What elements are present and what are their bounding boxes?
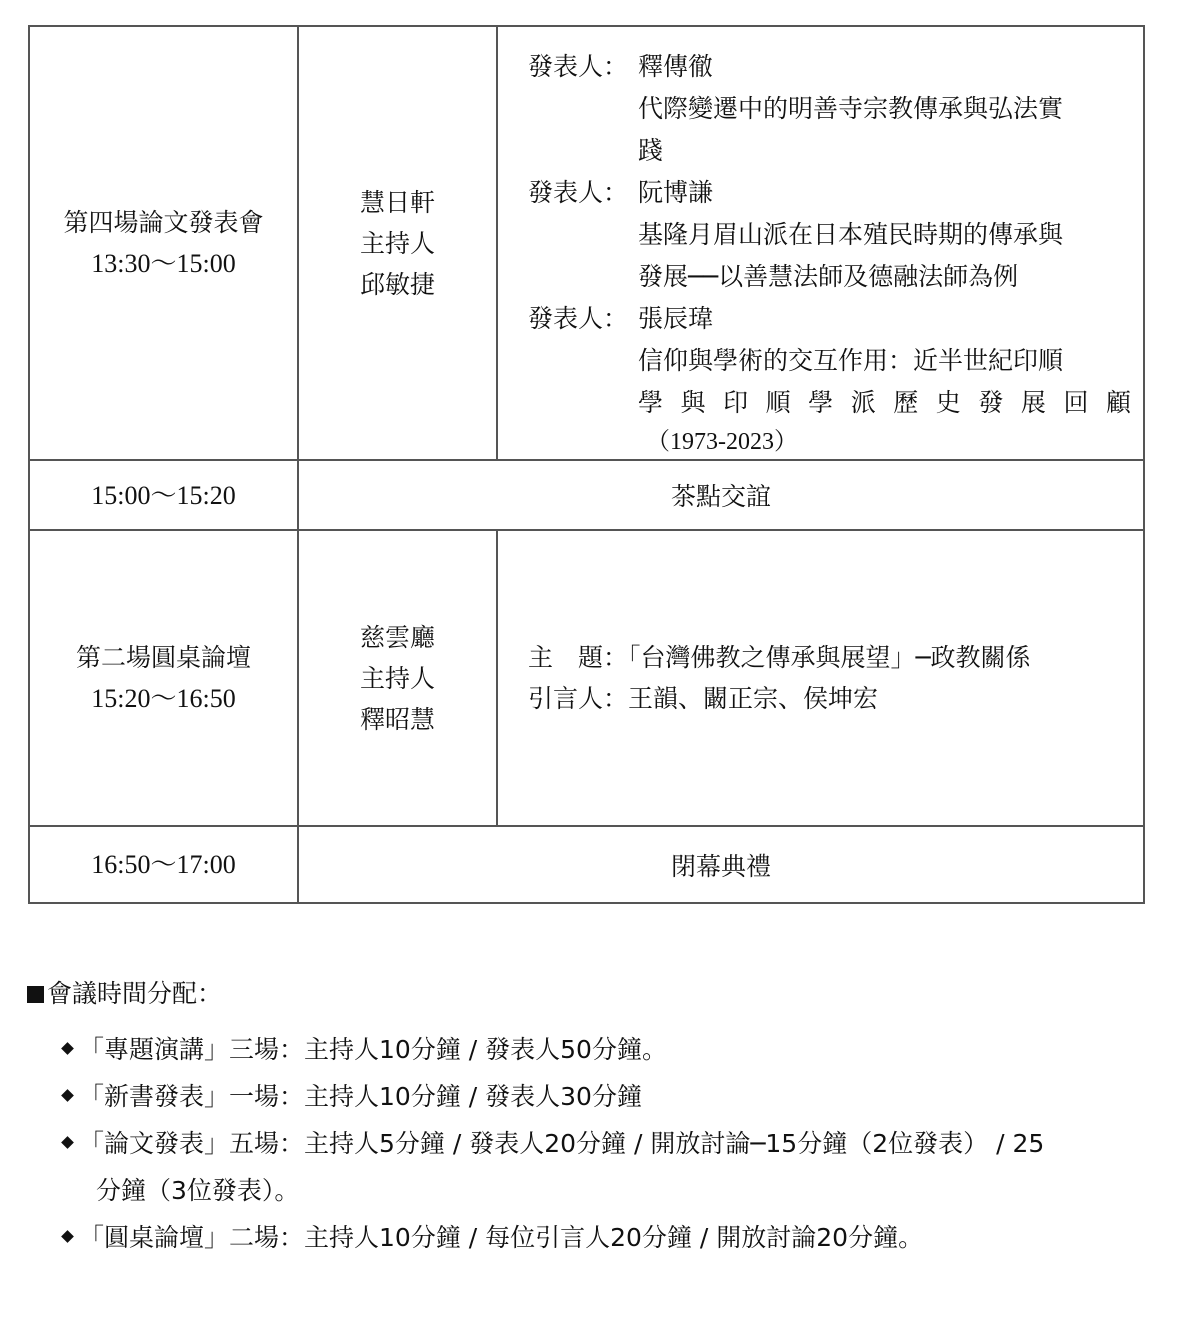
- closing-label: 閉幕典禮: [298, 826, 1144, 903]
- list-item: [27, 1073, 1157, 1120]
- paper-title-cont: 學與印順學派歷史發展回顧: [638, 388, 1131, 417]
- break-time: 15:00～15:20: [91, 480, 236, 510]
- paper-title: 基隆月眉山派在日本殖民時期的傳承與: [638, 220, 1064, 249]
- list-item: [27, 1120, 1157, 1214]
- session-cell: [29, 26, 298, 460]
- presenter-label: 發表人：: [528, 178, 629, 207]
- venue: 慈雲廳: [359, 622, 435, 652]
- table-row: [29, 530, 1144, 826]
- time-allocation-notes: [27, 974, 1157, 1261]
- presentations-cell: [497, 26, 1144, 460]
- list-item: [27, 1214, 1157, 1261]
- notes-heading-row: [27, 974, 1157, 1014]
- presentation-item: [528, 172, 1131, 298]
- host-name: 邱敏捷: [359, 269, 435, 299]
- paper-title-years: （1973-2023）: [646, 429, 798, 455]
- note-text: 「論文發表」五場：主持人5分鐘 / 發表人20分鐘 / 開放討論─15分鐘（2位發表） / 25: [79, 1129, 1045, 1158]
- presenter-name: 張辰瑋: [638, 304, 714, 333]
- host-label: 主持人: [359, 663, 435, 693]
- paper-title-cont: 發展──以善慧法師及德融法師為例: [638, 262, 1019, 291]
- closing-time-cell: [29, 826, 298, 903]
- session-time: 13:30～15:00: [91, 249, 236, 278]
- presenter-label: 發表人：: [528, 304, 629, 333]
- closing-time: 16:50～17:00: [91, 850, 236, 879]
- presentation-item: [528, 46, 1131, 172]
- paper-title: 代際變遷中的明善寺宗教傳承與弘法實: [638, 94, 1064, 123]
- break-time-cell: [29, 460, 298, 530]
- note-text: 「圓桌論壇」二場：主持人10分鐘 / 每位引言人20分鐘 / 開放討論20分鐘。: [79, 1223, 924, 1252]
- presentation-item: [528, 298, 1131, 459]
- notes-heading: 會議時間分配：: [47, 979, 223, 1008]
- diamond-bullet-icon: [61, 1230, 74, 1243]
- list-item: [27, 1026, 1157, 1073]
- square-bullet-icon: [27, 986, 44, 1003]
- note-text: 「新書發表」一場：主持人10分鐘 / 發表人30分鐘: [79, 1082, 642, 1111]
- venue: 慧日軒: [359, 187, 435, 217]
- session-time: 15:20～16:50: [91, 684, 236, 713]
- roundtable-cell: [497, 530, 1144, 826]
- table-row: [29, 26, 1144, 460]
- roundtable-topic: 主 題：「台灣佛教之傳承與展望」─政教關係: [528, 643, 1031, 672]
- host-cell: [298, 530, 497, 826]
- roundtable-speakers: 引言人：王韻、闞正宗、侯坤宏: [528, 684, 879, 713]
- table-row: [29, 826, 1144, 903]
- host-cell: [298, 26, 497, 460]
- diamond-bullet-icon: [61, 1089, 74, 1102]
- paper-title: 信仰與學術的交互作用：近半世紀印順: [638, 346, 1064, 375]
- break-label: 茶點交誼: [298, 460, 1144, 530]
- presenter-name: 阮博謙: [638, 178, 714, 207]
- session-cell: [29, 530, 298, 826]
- note-text: 「專題演講」三場：主持人10分鐘 / 發表人50分鐘。: [79, 1035, 667, 1064]
- session-name: 第二場圓桌論壇: [75, 643, 251, 672]
- notes-list: [27, 1026, 1157, 1261]
- diamond-bullet-icon: [61, 1136, 74, 1149]
- presenter-name: 釋傳徹: [638, 52, 714, 81]
- table-row: [29, 460, 1144, 530]
- presenter-label: 發表人：: [528, 52, 629, 81]
- schedule-table: [28, 25, 1145, 904]
- session-name: 第四場論文發表會: [63, 208, 264, 237]
- paper-title-cont: 踐: [638, 136, 664, 165]
- host-name: 釋昭慧: [359, 704, 435, 734]
- diamond-bullet-icon: [61, 1042, 74, 1055]
- host-label: 主持人: [359, 228, 435, 258]
- note-text-cont: 分鐘（3位發表）。: [96, 1176, 300, 1205]
